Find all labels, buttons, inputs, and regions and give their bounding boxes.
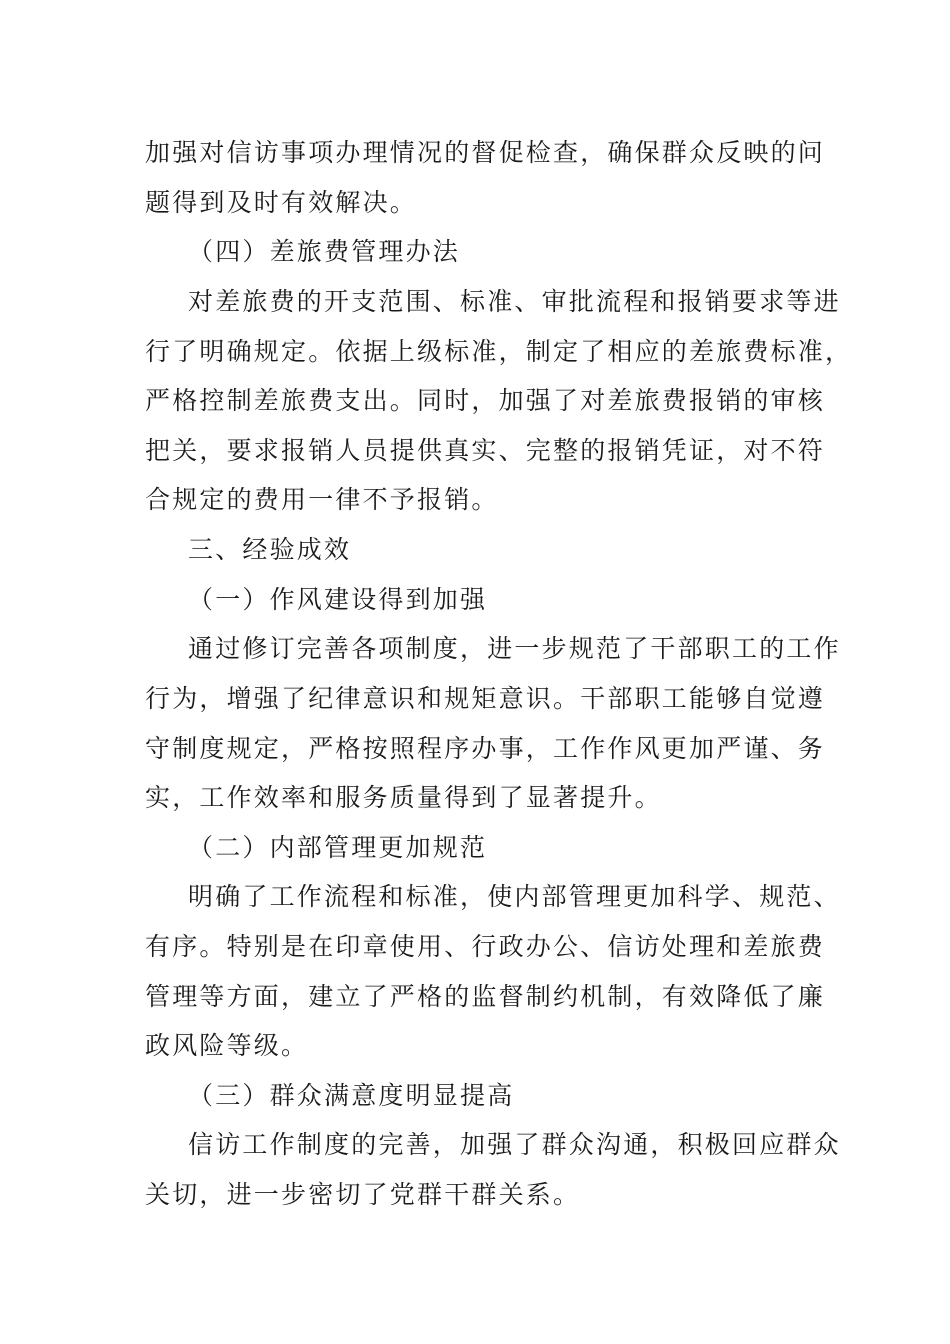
- section-heading: （三）群众满意度明显提高: [188, 1081, 515, 1110]
- paragraph-line: 严格控制差旅费支出。同时，加强了对差旅费报销的审核: [145, 386, 826, 415]
- section-heading: 三、经验成效: [188, 535, 352, 564]
- paragraph-line: 守制度规定，严格按照程序办事，工作作风更加严谨、务: [145, 734, 826, 763]
- paragraph-line: 把关，要求报销人员提供真实、完整的报销凭证，对不符: [145, 436, 826, 465]
- paragraph-line: 信访工作制度的完善，加强了群众沟通，积极回应群众: [188, 1130, 841, 1159]
- paragraph-line: 合规定的费用一律不予报销。: [145, 485, 499, 514]
- paragraph-line: 对差旅费的开支范围、标准、审批流程和报销要求等进: [188, 287, 841, 316]
- paragraph-line: 行了明确规定。依据上级标准，制定了相应的差旅费标准，: [145, 337, 853, 366]
- paragraph-line: 明确了工作流程和标准，使内部管理更加科学、规范、: [188, 882, 841, 911]
- section-heading: （二）内部管理更加规范: [188, 833, 488, 862]
- section-heading: （一）作风建设得到加强: [188, 585, 488, 614]
- section-heading: （四）差旅费管理办法: [188, 237, 461, 266]
- paragraph-line: 行为，增强了纪律意识和规矩意识。干部职工能够自觉遵: [145, 684, 826, 713]
- paragraph-line: 加强对信访事项办理情况的督促检查，确保群众反映的问: [145, 138, 826, 167]
- paragraph-line: 通过修订完善各项制度，进一步规范了干部职工的工作: [188, 634, 841, 663]
- paragraph-line: 有序。特别是在印章使用、行政办公、信访处理和差旅费: [145, 932, 826, 961]
- paragraph-line: 关切，进一步密切了党群干群关系。: [145, 1180, 581, 1209]
- paragraph-line: 管理等方面，建立了严格的监督制约机制，有效降低了廉: [145, 982, 826, 1011]
- paragraph-line: 政风险等级。: [145, 1031, 309, 1060]
- paragraph-line: 题得到及时有效解决。: [145, 188, 418, 217]
- paragraph-line: 实，工作效率和服务质量得到了显著提升。: [145, 783, 662, 812]
